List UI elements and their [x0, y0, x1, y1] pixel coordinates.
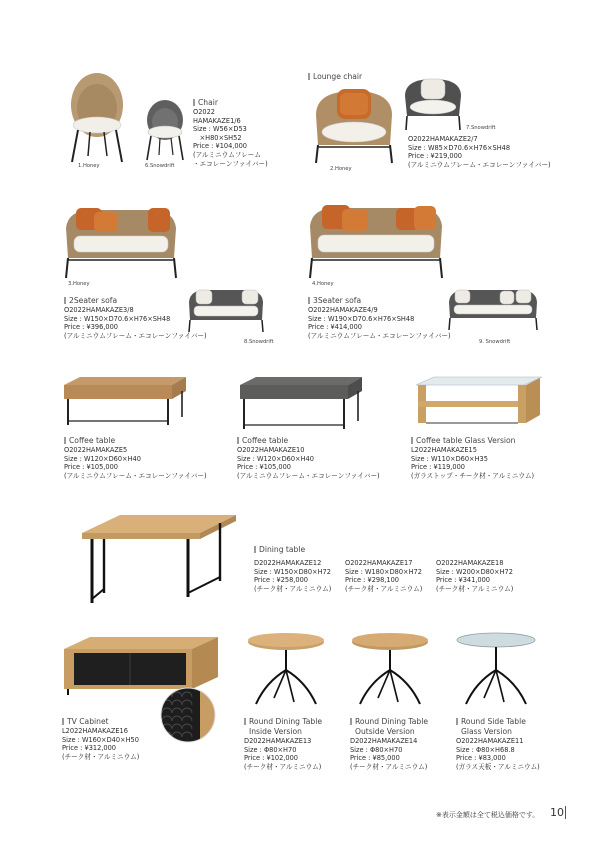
dining-variant-3 — [436, 559, 513, 593]
title-bar — [308, 297, 310, 304]
sofa2-title: 2Seater sofa — [64, 296, 207, 306]
coffee3-info — [411, 436, 534, 480]
sofa2-variant-8: 8.Snowdrift — [244, 339, 274, 345]
dining-2-price: Price : ¥298,100 — [345, 576, 399, 585]
dining-1-size: Size : W150×D80×H72 — [254, 567, 331, 576]
dining-title-block — [254, 545, 305, 555]
coffee1-title: Coffee table — [64, 436, 207, 446]
dining-1-material: (チーク材・アルミニウム) — [254, 584, 332, 593]
chair-price: Price : ¥104,000 — [193, 142, 247, 151]
dining-1-price: Price : ¥258,000 — [254, 576, 308, 585]
page-number-divider — [565, 806, 566, 819]
sofa3-snowdrift-image — [446, 286, 540, 332]
round-side-code: O2022HAMAKAZE11 — [456, 737, 524, 745]
coffee3-title: Coffee table Glass Version — [411, 436, 534, 446]
round-inside-subtitle: Inside Version — [249, 727, 302, 736]
coffee1-price: Price : ¥105,000 — [64, 463, 118, 472]
round-table-inside-image — [246, 632, 326, 706]
tv-price: Price : ¥312,000 — [62, 744, 116, 753]
sofa2-variant-3: 3.Honey — [68, 281, 90, 287]
round-side-subtitle: Glass Version — [461, 727, 512, 736]
round-outside-price: Price : ¥85,000 — [350, 754, 400, 763]
round-side-title: Round Side Table — [456, 717, 540, 727]
tax-note: ※表示金額は全て税込価格です。 — [436, 811, 540, 819]
title-bar — [64, 437, 66, 444]
lounge-price: Price : ¥219,000 — [408, 152, 462, 161]
sofa2-material: (アルミニウムフレーム・エコレーンファイバー) — [64, 331, 207, 340]
coffee-table-honey-image — [60, 375, 190, 427]
chair-code-2: HAMAKAZE1/6 — [193, 116, 241, 125]
lounge-variant-7: 7.Snowdrift — [466, 125, 496, 131]
chair-title: Chair — [193, 98, 268, 108]
dining-3-code: O2022HAMAKAZE18 — [436, 559, 504, 567]
dining-2-size: Size : W180×D80×H72 — [345, 567, 422, 576]
sofa3-info — [308, 296, 451, 340]
dining-3-size: Size : W200×D80×H72 — [436, 567, 513, 576]
coffee2-size: Size : W120×D60×H40 — [237, 454, 314, 463]
chair-code: O2022 — [193, 108, 215, 116]
coffee3-price: Price : ¥119,000 — [411, 463, 465, 472]
coffee-table-snowdrift-image — [236, 375, 366, 431]
sofa3-material: (アルミニウムフレーム・エコレーンファイバー) — [308, 331, 451, 340]
title-bar — [350, 718, 352, 725]
title-bar — [193, 99, 195, 106]
tv-title: TV Cabinet — [62, 717, 139, 727]
round-side-table-glass-image — [455, 632, 537, 706]
round-side-info — [456, 717, 540, 771]
chair-info — [193, 98, 268, 168]
title-bar — [308, 73, 310, 80]
title-bar — [254, 546, 256, 553]
coffee2-info — [237, 436, 380, 480]
lounge-honey-image — [312, 85, 396, 165]
coffee1-code: O2022HAMAKAZE5 — [64, 446, 128, 454]
lounge-info — [408, 135, 551, 169]
coffee1-material: (アルミニウムフレーム・エコレーンファイバー) — [64, 471, 207, 480]
lounge-title-block — [308, 72, 362, 82]
round-outside-size: Size : Φ80×H70 — [350, 745, 403, 754]
dining-variant-2 — [345, 559, 422, 593]
sofa2-size: Size : W150×D70.6×H76×SH48 — [64, 314, 171, 323]
dining-3-material: (チーク材・アルミニウム) — [436, 584, 514, 593]
tv-material: (チーク材・アルミニウム) — [62, 752, 140, 761]
round-inside-code: D2022HAMAKAZE13 — [244, 737, 312, 745]
coffee1-info — [64, 436, 207, 480]
round-table-outside-image — [350, 632, 430, 706]
coffee1-size: Size : W120×D60×H40 — [64, 454, 141, 463]
round-inside-material: (チーク材・アルミニウム) — [244, 762, 322, 771]
title-bar — [64, 297, 66, 304]
coffee2-code: O2022HAMAKAZE10 — [237, 446, 305, 454]
chair-variant-1: 1.Honey — [78, 163, 100, 169]
coffee2-price: Price : ¥105,000 — [237, 463, 291, 472]
title-bar — [62, 718, 64, 725]
sofa2-info — [64, 296, 207, 340]
coffee3-size: Size : W110×D60×H35 — [411, 454, 488, 463]
lounge-material: (アルミニウムフレーム・エコレーンファイバー) — [408, 160, 551, 169]
dining-2-material: (チーク材・アルミニウム) — [345, 584, 423, 593]
round-inside-title: Round Dining Table — [244, 717, 322, 727]
lounge-snowdrift-image — [402, 76, 464, 132]
coffee3-material: (ガラストップ・チーク材・アルミニウム) — [411, 471, 535, 480]
title-bar — [244, 718, 246, 725]
title-bar — [411, 437, 413, 444]
sofa2-honey-image — [62, 202, 180, 280]
sofa3-price: Price : ¥414,000 — [308, 323, 362, 332]
round-outside-subtitle: Outside Version — [355, 727, 415, 736]
lounge-size: Size : W85×D70.6×H76×SH48 — [408, 143, 511, 152]
chair-material-2: ・エコレーンファイバー) — [193, 159, 268, 168]
sofa3-variant-9: 9. Snowdrift — [479, 339, 511, 345]
round-side-price: Price : ¥83,000 — [456, 754, 506, 763]
sofa3-title: 3Seater sofa — [308, 296, 451, 306]
lounge-title: Lounge chair — [308, 72, 362, 82]
tv-size: Size : W160×D40×H50 — [62, 735, 139, 744]
dining-3-price: Price : ¥341,000 — [436, 576, 490, 585]
page-number: 10 — [550, 806, 564, 819]
chair-size: Size : W56×D53 — [193, 125, 247, 134]
sofa3-code: O2022HAMAKAZE4/9 — [308, 306, 378, 314]
coffee2-material: (アルミニウムフレーム・エコレーンファイバー) — [237, 471, 380, 480]
round-inside-size: Size : Φ80×H70 — [244, 745, 297, 754]
chair-variant-6: 6.Snowdrift — [145, 163, 175, 169]
dining-title: Dining table — [254, 545, 305, 555]
tv-cabinet-detail-image — [160, 687, 216, 743]
title-bar — [237, 437, 239, 444]
chair-material: (アルミニウムフレーム — [193, 150, 261, 159]
tv-code: L2022HAMAKAZE16 — [62, 727, 128, 735]
sofa3-honey-image — [306, 200, 446, 280]
round-outside-material: (チーク材・アルミニウム) — [350, 762, 428, 771]
round-outside-code: D2022HAMAKAZE14 — [350, 737, 418, 745]
sofa3-variant-4: 4.Honey — [312, 281, 334, 287]
round-outside-info — [350, 717, 428, 771]
sofa2-price: Price : ¥396,000 — [64, 323, 118, 332]
sofa2-code: O2022HAMAKAZE3/8 — [64, 306, 134, 314]
title-bar — [456, 718, 458, 725]
sofa3-size: Size : W190×D70.6×H76×SH48 — [308, 314, 415, 323]
lounge-variant-2: 2.Honey — [330, 166, 352, 172]
chair-size-2: ×H80×SH52 — [193, 133, 242, 142]
dining-1-code: D2022HAMAKAZE12 — [254, 559, 322, 567]
coffee-table-glass-image — [414, 375, 544, 425]
round-side-material: (ガラス天板・アルミニウム) — [456, 762, 540, 771]
round-inside-price: Price : ¥102,000 — [244, 754, 298, 763]
dining-table-image — [80, 513, 240, 608]
tv-info — [62, 717, 139, 761]
round-side-size: Size : Φ80×H68.8 — [456, 745, 515, 754]
lounge-code: O2022HAMAKAZE2/7 — [408, 135, 478, 143]
round-inside-info — [244, 717, 322, 771]
chair-honey-image — [62, 70, 132, 165]
chair-snowdrift-image — [140, 100, 190, 162]
dining-2-code: O2022HAMAKAZE17 — [345, 559, 413, 567]
dining-variant-1 — [254, 559, 331, 593]
coffee3-code: L2022HAMAKAZE15 — [411, 446, 477, 454]
coffee2-title: Coffee table — [237, 436, 380, 446]
round-outside-title: Round Dining Table — [350, 717, 428, 727]
